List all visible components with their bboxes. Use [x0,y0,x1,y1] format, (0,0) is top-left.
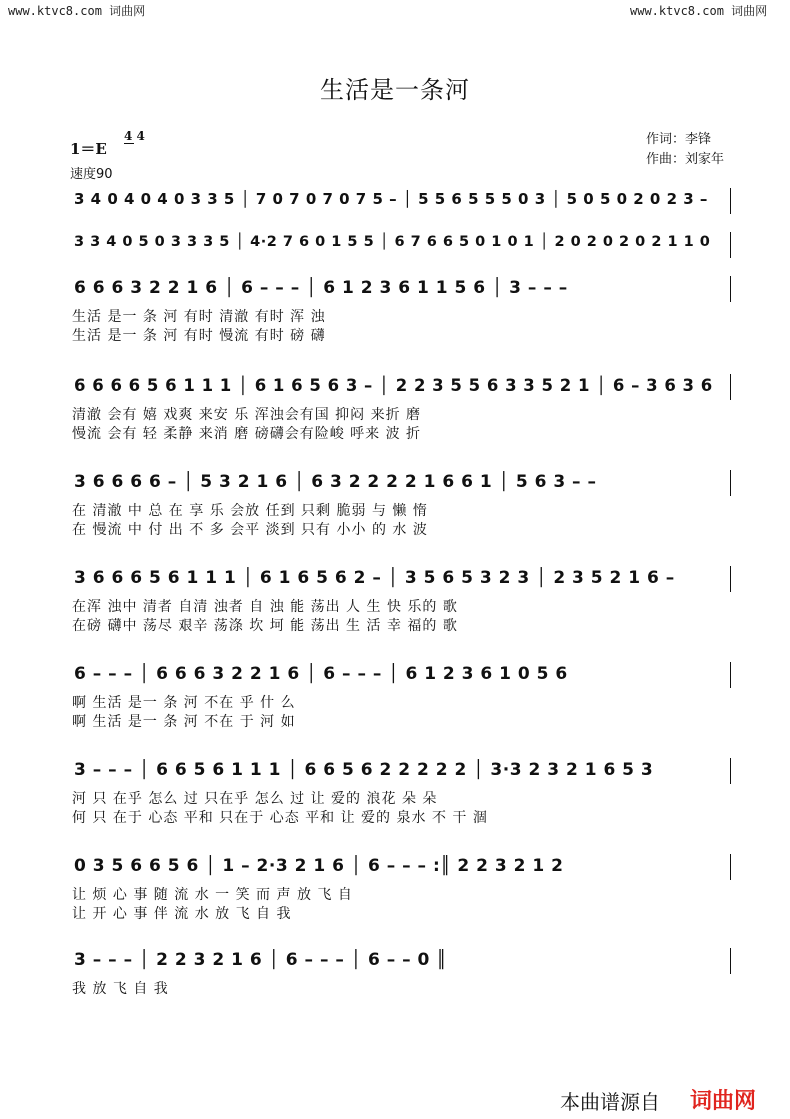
time-signature-line [124,143,134,144]
barline [730,566,731,592]
lyric-line: 啊 生活 是一 条 河 不在 于 河 如 [72,714,296,730]
music-line: 3 4 0 4 0 4 0 3 3 5 │ 7 0 7 0 7 0 7 5 – │ 5 5 6 5 5 5 0 3 │ 5 0 5 0 2 0 2 3 – [74,190,708,208]
lyric-line: 生活 是一 条 河 有时 清澈 有时 浑 浊 [72,309,326,325]
music-line: 3 3 4 0 5 0 3 3 3 5 │ 4·2 7 6 0 1 5 5 │ 6 7 6 6 5 0 1 0 1 │ 2 0 2 0 2 0 2 1 1 0 [74,234,711,250]
lyric-line: 让 烦 心 事 随 流 水 一 笑 而 声 放 飞 自 [72,887,353,903]
tempo-marking: 速度90 [70,167,113,182]
time-signature-bottom: 4 [136,129,145,143]
lyric-line: 慢流 会有 轻 柔静 来消 磨 磅礴会有险峻 呼来 波 折 [72,426,422,442]
barline [730,232,731,258]
music-line: 6 6 6 3 2 2 1 6 │ 6 – – – │ 6 1 2 3 6 1 1 5 6 │ 3 – – – [74,278,568,298]
lyricist-credit: 作词：李锋 [646,132,712,147]
lyric-line: 清澈 会有 嬉 戏爽 来安 乐 浑浊会有国 抑闷 来折 磨 [72,407,422,423]
barline [730,276,731,302]
lyric-line: 在 慢流 中 付 出 不 多 会平 淡到 只有 小小 的 水 波 [72,522,428,538]
lyric-line: 啊 生活 是一 条 河 不在 乎 什 么 [72,695,296,711]
lyric-line: 在浑 浊中 清者 自清 浊者 自 浊 能 荡出 人 生 快 乐的 歌 [72,599,458,615]
barline [730,662,731,688]
music-line: 3 – – – │ 2 2 3 2 1 6 │ 6 – – – │ 6 – – 0 ║ [74,950,448,970]
lyric-line: 我 放 飞 自 我 [72,981,169,997]
time-signature [124,130,145,143]
lyric-line: 何 只 在于 心态 平和 只在于 心态 平和 让 爱的 泉水 不 干 涸 [72,810,488,826]
watermark-left: www.ktvc8.com 词曲网 [8,4,146,18]
time-signature-top: 4 [124,129,133,143]
music-line: 6 – – – │ 6 6 6 3 2 2 1 6 │ 6 – – – │ 6 1 2 3 6 1 0 5 6 [74,664,568,684]
barline [730,854,731,880]
music-line: 0 3 5 6 6 5 6 │ 1 – 2·3 2 1 6 │ 6 – – – :║ 2 2 3 2 1 2 [74,856,564,876]
lyric-line: 在 清澈 中 总 在 享 乐 会放 任到 只剩 脆弱 与 懒 惰 [72,503,428,519]
key-signature: 1＝E [70,140,107,158]
barline [730,470,731,496]
lyric-line: 在磅 礴中 荡尽 艰辛 荡涤 坎 坷 能 荡出 生 活 幸 福的 歌 [72,618,458,634]
barline [730,188,731,214]
music-line: 3 6 6 6 6 – │ 5 3 2 1 6 │ 6 3 2 2 2 2 1 6 6 1 │ 5 6 3 – – [74,472,597,492]
music-line: 6 6 6 6 5 6 1 1 1 │ 6 1 6 5 6 3 – │ 2 2 3 5 5 6 3 3 5 2 1 │ 6 – 3 6 3 6 [74,376,713,395]
lyric-line: 河 只 在乎 怎么 过 只在乎 怎么 过 让 爱的 浪花 朵 朵 [72,791,438,807]
footer-source-label: 本曲谱源自 [560,1090,660,1114]
footer-brand: 词曲网 [690,1089,757,1114]
music-line: 3 6 6 6 5 6 1 1 1 │ 6 1 6 5 6 2 – │ 3 5 6 5 3 2 3 │ 2 3 5 2 1 6 – [74,568,675,588]
lyric-line: 生活 是一 条 河 有时 慢流 有时 磅 礴 [72,328,326,344]
barline [730,374,731,400]
barline [730,758,731,784]
barline [730,948,731,974]
composer-credit: 作曲：刘家年 [646,152,725,167]
lyric-line: 让 开 心 事 伴 流 水 放 飞 自 我 [72,906,292,922]
music-line: 3 – – – │ 6 6 5 6 1 1 1 │ 6 6 5 6 2 2 2 2 2 │ 3·3 2 3 2 1 6 5 3 [74,760,654,780]
song-title: 生活是一条河 [320,76,470,104]
watermark-right: www.ktvc8.com 词曲网 [630,4,768,18]
